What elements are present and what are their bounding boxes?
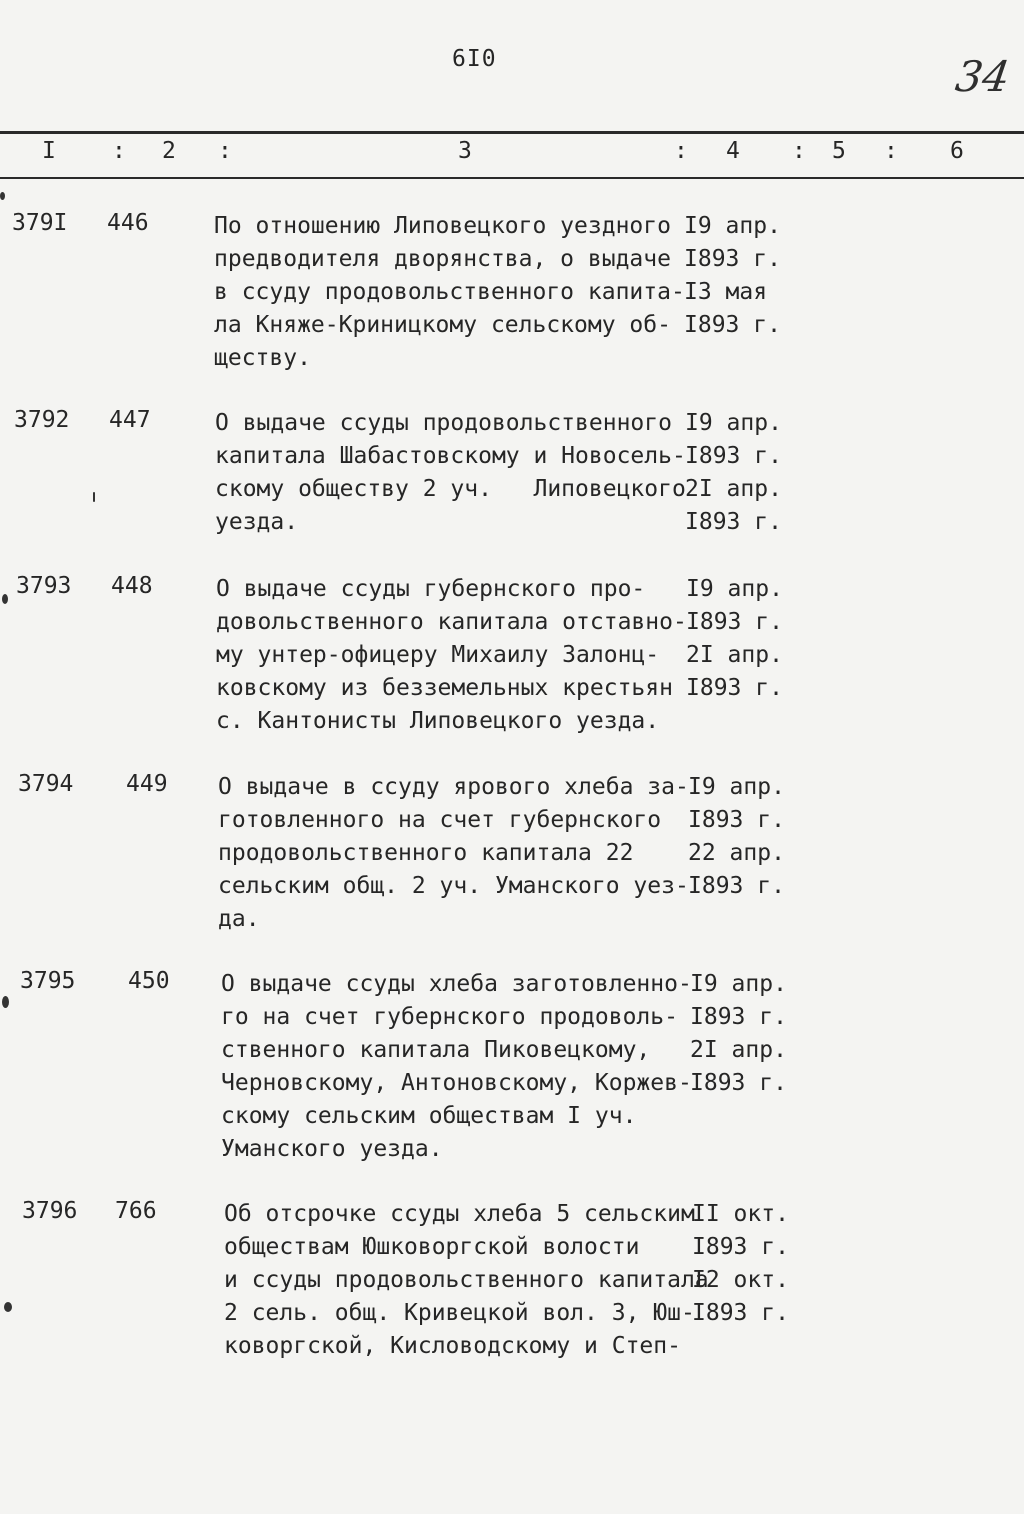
entry-reference: 449 [126, 771, 168, 797]
entry-dates: II окт. I893 г. I2 окт. I893 г. [692, 1201, 789, 1326]
header-top-rule [0, 131, 1024, 134]
scan-speck [2, 996, 9, 1008]
entry-dates: I9 апр. I893 г. 2I апр. I893 г. [690, 971, 787, 1096]
scan-speck [93, 492, 95, 502]
column-header-row [0, 138, 1024, 170]
entry-number: 3796 [22, 1198, 78, 1224]
header-bottom-rule [0, 177, 1024, 179]
entry-reference: 450 [128, 968, 170, 994]
column-header-3: 3 [458, 138, 472, 164]
entry-reference: 766 [115, 1198, 157, 1224]
entry-number: 3793 [16, 573, 72, 599]
column-separator: : [674, 138, 688, 164]
entry-dates: I9 апр. I893 г. 2I апр. I893 г. [685, 410, 782, 535]
column-header-1: I [42, 138, 56, 164]
page-number: 6I0 [452, 46, 497, 72]
entry-dates: I9 апр. I893 г. I3 мая I893 г. [684, 213, 781, 338]
entry-description: О выдаче ссуды губернского про- довольственного капитала отставно- му унтер-офицеру Михаилу Залонц- ковскому из безземельных крестьян с. Кантонисты Липовецкого уезда. [216, 576, 687, 734]
entry-number: 379I [12, 210, 68, 236]
entry-reference: 448 [111, 573, 153, 599]
entry-dates: I9 апр. I893 г. 2I апр. I893 г. [686, 576, 783, 701]
scan-speck [0, 192, 5, 200]
column-header-4: 4 [726, 138, 740, 164]
scan-speck [4, 1302, 12, 1312]
column-header-6: 6 [950, 138, 964, 164]
entry-description: О выдаче ссуды хлеба заготовленно- го на счет губернского продоволь- ственного капитала Пиковецкому, Черновскому, Антоновскому, Коржев- скому сельским обществам I уч. Уманского уезда. [221, 971, 692, 1162]
entry-number: 3795 [20, 968, 76, 994]
entry-reference: 447 [109, 407, 151, 433]
column-separator: : [218, 138, 232, 164]
entry-description: По отношению Липовецкого уездного предводителя дворянства, о выдаче в ссуду продовольственного капита- ла Княже-Криницкому сельскому об- ществу. [214, 213, 685, 371]
entry-number: 3792 [14, 407, 70, 433]
column-header-2: 2 [162, 138, 176, 164]
column-separator: : [792, 138, 806, 164]
entry-reference: 446 [107, 210, 149, 236]
column-separator: : [884, 138, 898, 164]
entry-description: Об отсрочке ссуды хлеба 5 сельским обществам Юшковоргской волости и ссуды продовольственного капитала 2 сель. общ. Кривецкой вол. 3, Юш- коворгской, Кисловодскому и Степ- [224, 1201, 709, 1359]
entry-description: О выдаче ссуды продовольственного капитала Шабастовскому и Новосель- скому обществу 2 уч. Липовецкого уезда. [215, 410, 686, 535]
column-separator: : [112, 138, 126, 164]
entry-description: О выдаче в ссуду ярового хлеба за- готовленного на счет губернского продовольственного капитала 22 сельским общ. 2 уч. Уманского уез- да. [218, 774, 689, 932]
entry-dates: I9 апр. I893 г. 22 апр. I893 г. [688, 774, 785, 899]
entry-number: 3794 [18, 771, 74, 797]
handwritten-folio-number: 34 [952, 52, 1013, 101]
scan-speck [2, 594, 8, 604]
column-header-5: 5 [832, 138, 846, 164]
